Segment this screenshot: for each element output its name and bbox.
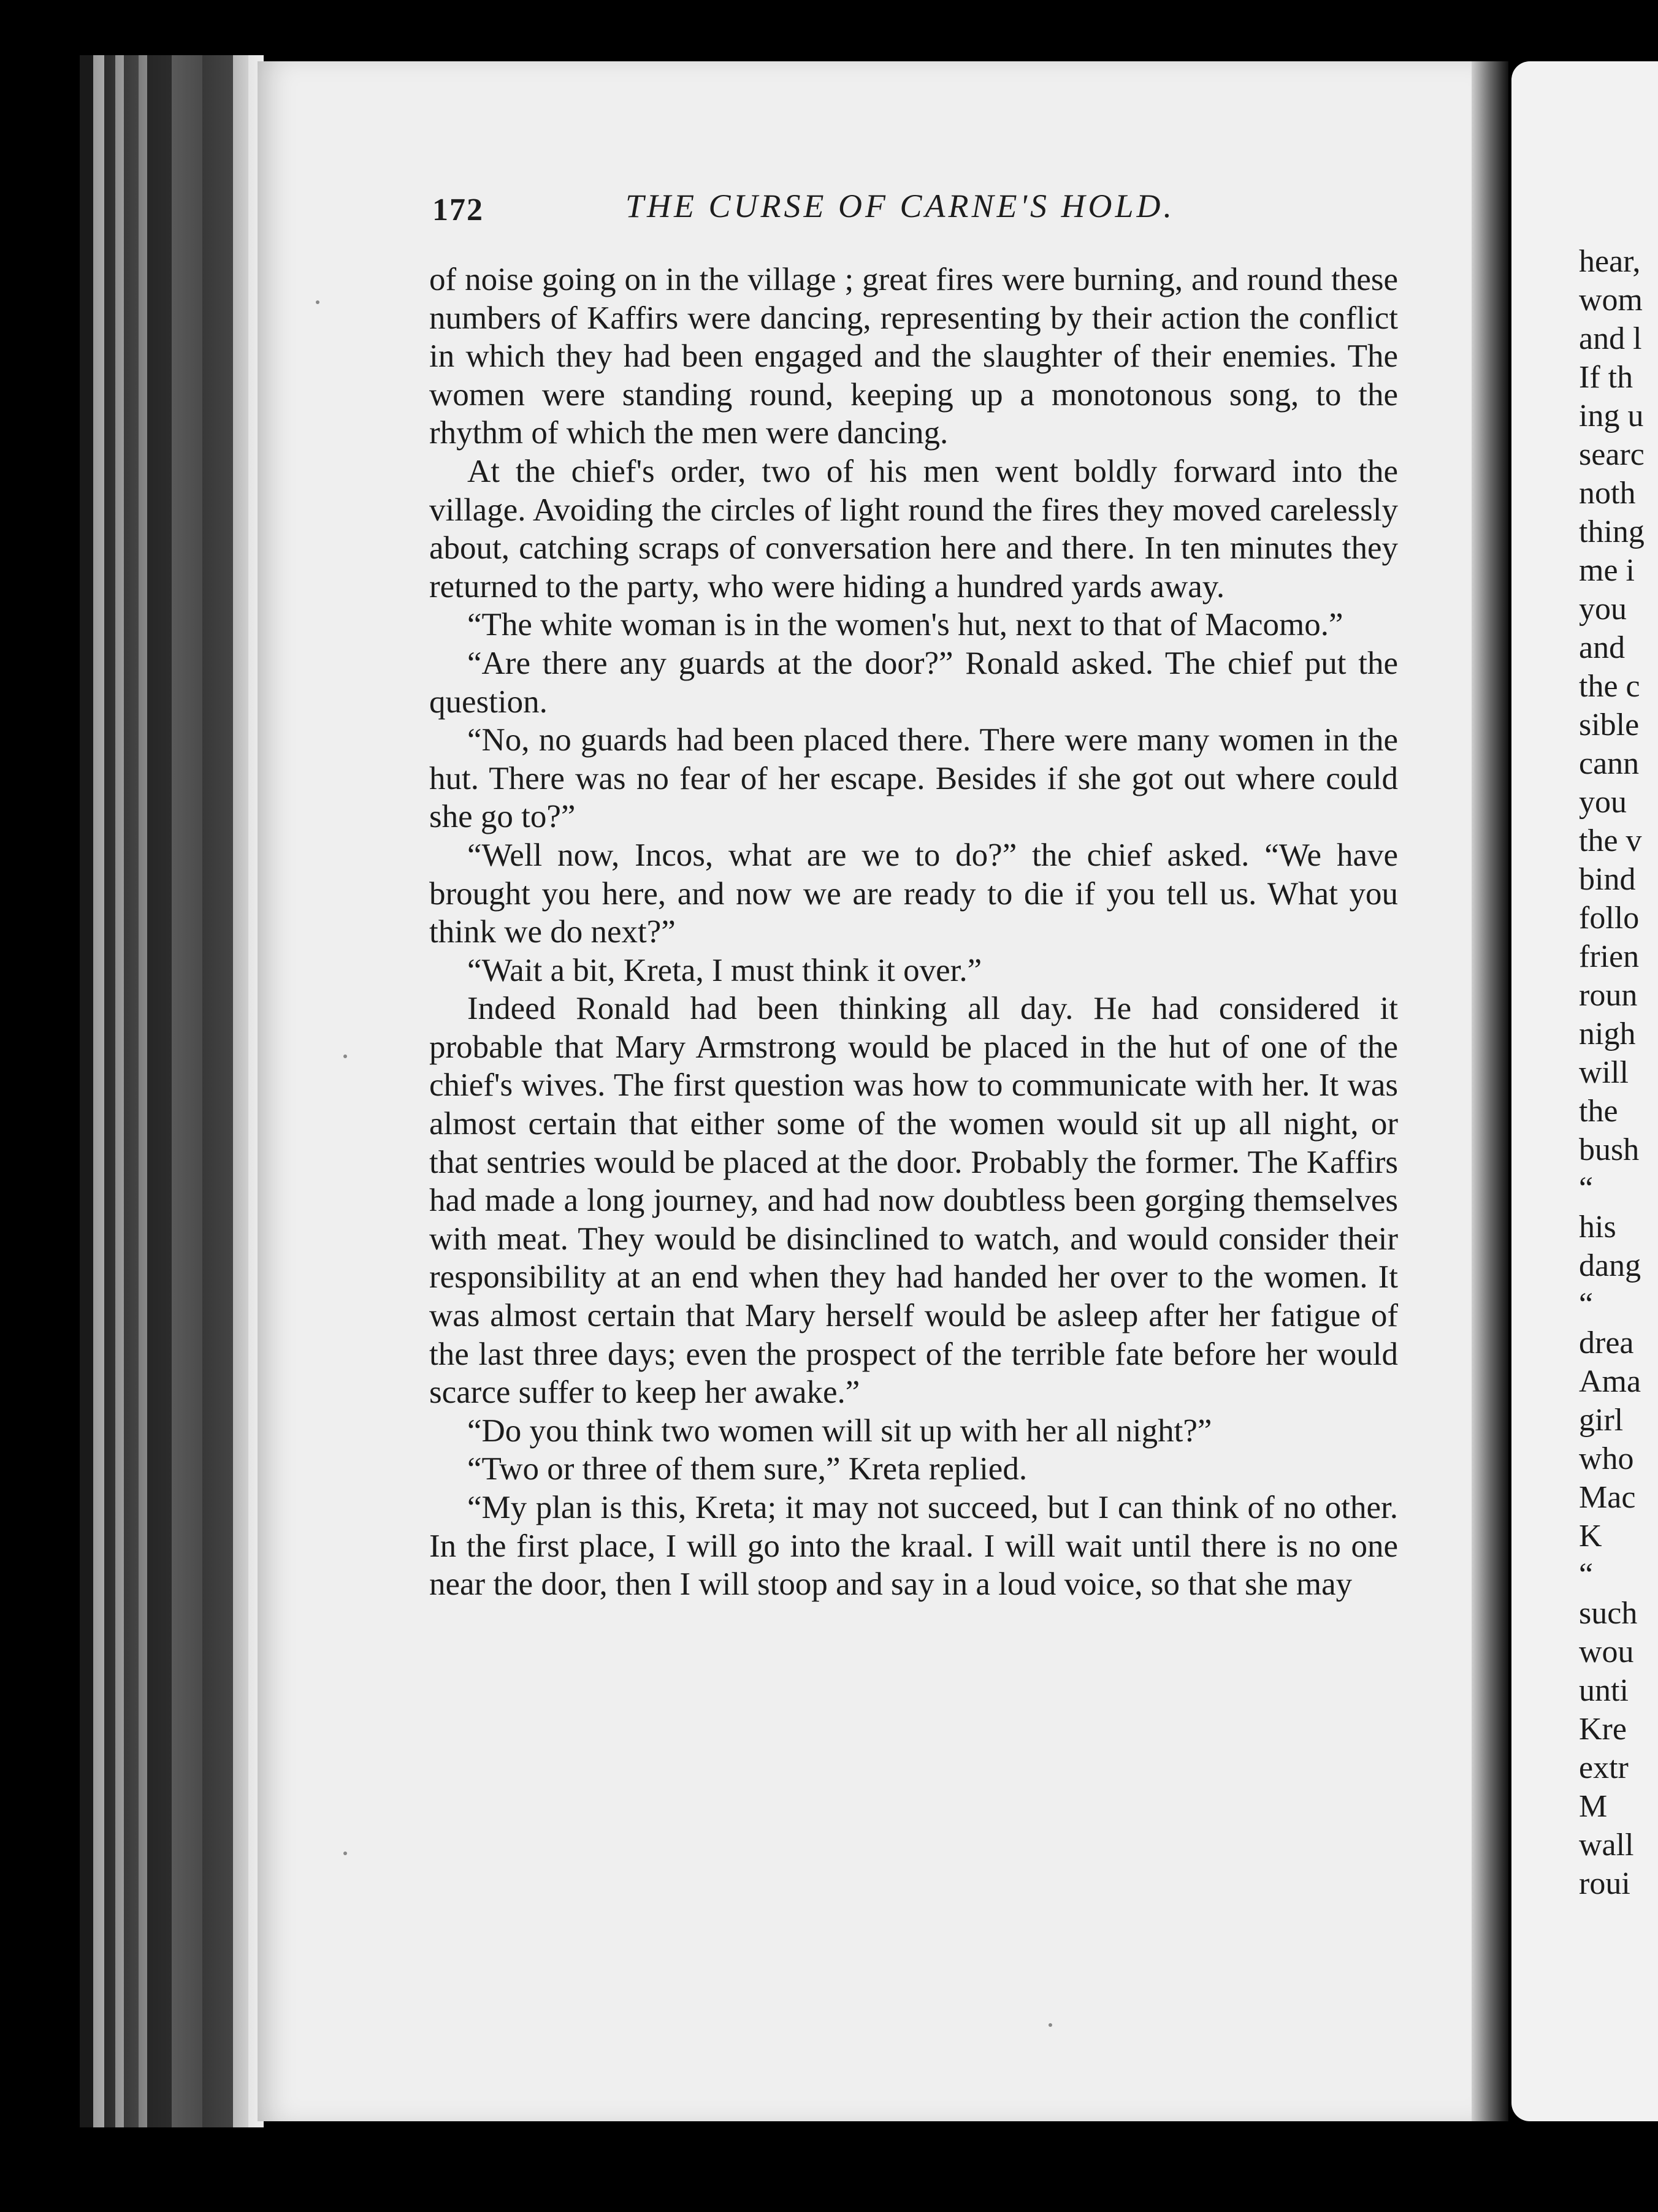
paragraph: At the chief's order, two of his men went boldly forward into the village. Avoiding the circles of light round the fires they moved carelessly about, catching scraps of conversation here and there. In ten minutes they returned to the party, who were hiding a hundred yards away. <box>429 453 1398 604</box>
right-page-line: M <box>1579 1789 1608 1824</box>
paragraph: “No, no guards had been placed there. There were many women in the hut. There was no fear of her escape. Besides if she got out where could she go to?” <box>429 722 1398 835</box>
right-page-line: K <box>1579 1519 1602 1554</box>
paragraph: “Well now, Incos, what are we to do?” the chief asked. “We have brought you here, and now we are ready to die if you tell us. What you think we do next?” <box>429 837 1398 950</box>
right-page-line: ing u <box>1579 399 1644 433</box>
right-page-line: the <box>1579 1094 1618 1129</box>
page-speck <box>316 300 319 304</box>
right-page-line: roui <box>1579 1866 1630 1901</box>
right-page-line: wou <box>1579 1634 1634 1669</box>
page-speck <box>343 1852 347 1855</box>
paragraph: Indeed Ronald had been thinking all day. He had considered it probable that Mary Armstrong would be placed in the hut of one of the chief's wives. The first question was how to communicate with her. It was almost certain that either some of the women would sit up all night, or that sentries would be placed at the door. Probably the former. The Kaffirs had made a long journey, and had now doubtless been gorging themselves with meat. They would be disinclined to watch, and would consider their responsibility at an end when they had handed her over to the women. It was almost certain that Mary herself would be asleep after her fatigue of the last three days; even the prospect of the terrible fate before her would scarce suffer to keep her awake.” <box>429 991 1398 1411</box>
right-page-line: “ <box>1579 1287 1594 1322</box>
right-page-line: and l <box>1579 321 1642 356</box>
paragraph: of noise going on in the village ; great fires were burning, and round these numbers of Kaffirs were dancing, representing by their action the conflict in which they had been engaged and the slaughter of their enemies. The women were standing round, keeping up a monotonous song, to the rhythm of which the men were dancing. <box>429 262 1398 451</box>
right-page-line: Mac <box>1579 1480 1636 1515</box>
right-page-line: drea <box>1579 1325 1634 1360</box>
running-title: THE CURSE OF CARNE'S HOLD. <box>625 188 1175 224</box>
right-page-line: noth <box>1579 476 1636 511</box>
paragraph: “The white woman is in the women's hut, next to that of Macomo.” <box>467 607 1343 643</box>
book-page-edges <box>80 55 264 2127</box>
page-header <box>432 187 1398 236</box>
right-page-line: his <box>1579 1210 1616 1245</box>
paragraph: “Do you think two women will sit up with her all night?” <box>467 1413 1212 1449</box>
right-page-line: you <box>1579 785 1627 820</box>
right-page-line: will <box>1579 1055 1629 1090</box>
paragraph: “Two or three of them sure,” Kreta replied. <box>467 1451 1028 1487</box>
right-page-line: bind <box>1579 862 1636 897</box>
right-page-line: unti <box>1579 1673 1629 1708</box>
right-page-line: the v <box>1579 823 1642 858</box>
right-page-line: the c <box>1579 669 1640 704</box>
right-page-line: Ama <box>1579 1364 1641 1399</box>
right-page-line: searc <box>1579 437 1645 472</box>
right-page-line: sible <box>1579 707 1640 742</box>
page-speck <box>1049 2023 1052 2027</box>
right-page-line: extr <box>1579 1750 1629 1785</box>
right-page-line: cann <box>1579 746 1640 781</box>
right-page-line: hear, <box>1579 244 1641 279</box>
right-page-line: who <box>1579 1441 1634 1476</box>
paragraph: “Are there any guards at the door?” Ronald asked. The chief put the question. <box>429 645 1398 720</box>
right-page-line: such <box>1579 1596 1638 1631</box>
right-page-line: “ <box>1579 1171 1594 1206</box>
body-text <box>429 261 1398 1604</box>
right-page-line: frien <box>1579 939 1640 974</box>
right-page-line: you <box>1579 592 1627 627</box>
right-page-line: roun <box>1579 978 1638 1013</box>
right-page-line: thing <box>1579 514 1645 549</box>
right-page-line: If th <box>1579 360 1633 395</box>
right-page-line: follo <box>1579 901 1640 936</box>
right-page-line: nigh <box>1579 1016 1636 1051</box>
right-page-line: me i <box>1579 553 1635 588</box>
book-gutter <box>1472 61 1508 2121</box>
page-speck <box>343 1055 347 1058</box>
right-page-line: dang <box>1579 1248 1641 1283</box>
right-page-text <box>1579 242 1658 1903</box>
paragraph: “Wait a bit, Kreta, I must think it over.” <box>467 952 982 988</box>
right-page-line: wom <box>1579 283 1643 318</box>
paragraph: “My plan is this, Kreta; it may not succeed, but I can think of no other. In the first place, I will go into the kraal. I will wait until there is no one near the door, then I will stoop and say in a loud voice, so that she may <box>429 1490 1398 1603</box>
right-page-line: Kre <box>1579 1712 1627 1747</box>
right-page-line: girl <box>1579 1403 1624 1438</box>
right-page-line: “ <box>1579 1557 1594 1592</box>
right-page-line: wall <box>1579 1828 1634 1863</box>
page-number: 172 <box>432 193 484 227</box>
right-page-line: bush <box>1579 1132 1640 1167</box>
right-page-line: and <box>1579 630 1626 665</box>
